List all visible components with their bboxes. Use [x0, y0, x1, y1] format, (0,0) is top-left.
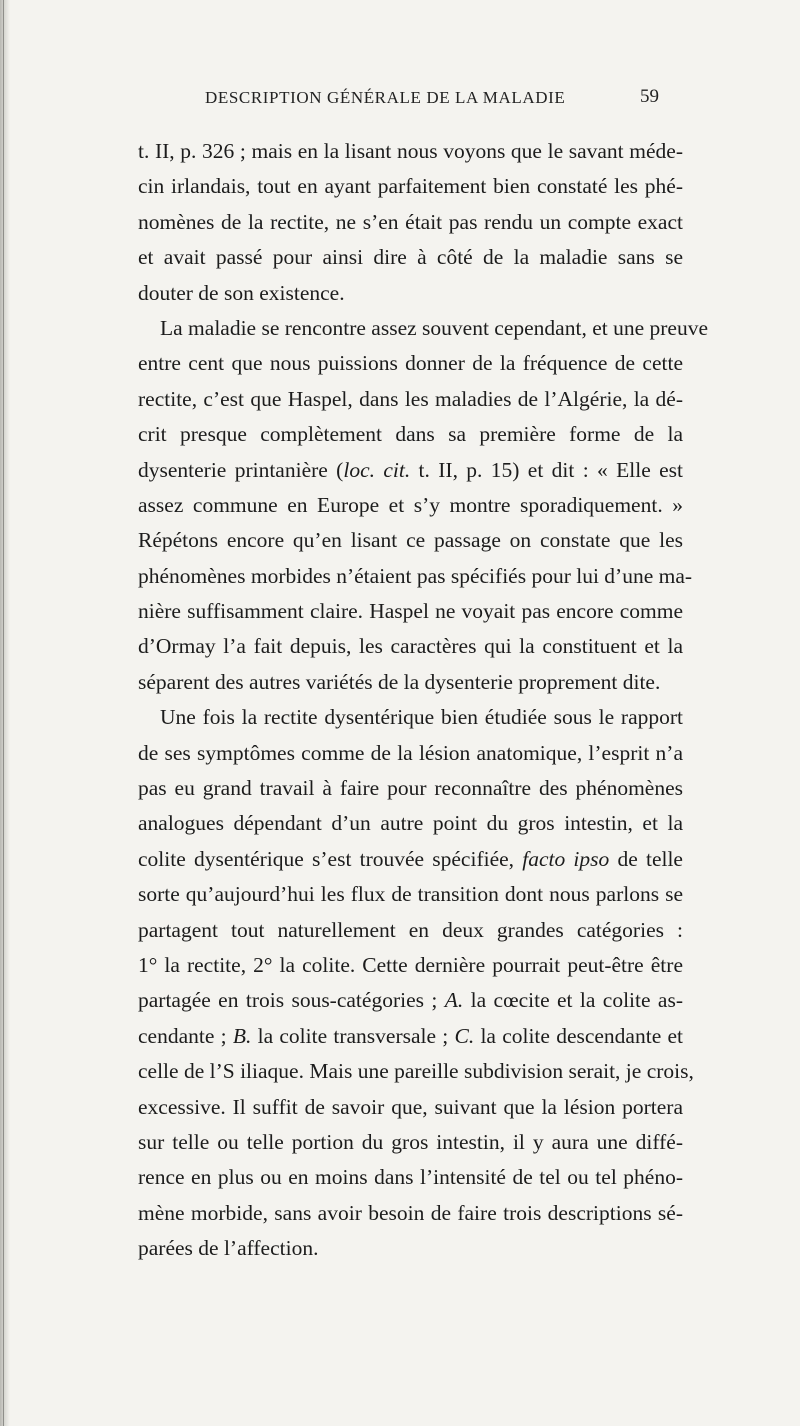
text-line: de ses symptômes comme de la lésion anatomique, l’esprit n’a — [138, 740, 683, 765]
text-line: sur telle ou telle portion du gros intestin, il y aura une diffé- — [138, 1129, 683, 1154]
text-line: analogues dépendant d’un autre point du gros intestin, et la — [138, 811, 683, 836]
page-header — [0, 88, 800, 118]
enumeration-letter: C. — [454, 1023, 475, 1048]
text-line: nomènes de la rectite, ne s’en était pas rendu un compte exact — [138, 209, 683, 234]
text-segment: colite dysentérique s’est trouvée spécifiée, — [138, 846, 523, 871]
text-line: et avait passé pour ainsi dire à côté de la maladie sans se — [138, 245, 683, 270]
page-binding-edge — [0, 0, 10, 1426]
text-line: Répétons encore qu’en lisant ce passage on constate que les — [138, 528, 683, 553]
text-line: La maladie se rencontre assez souvent cependant, et une preuve — [160, 315, 708, 340]
text-line: celle de l’S iliaque. Mais une pareille subdivision serait, je crois, — [138, 1059, 694, 1084]
text-segment: la colite transversale ; — [251, 1023, 455, 1048]
text-segment: de telle — [609, 846, 683, 871]
page-binding-line — [3, 0, 4, 1426]
text-segment: dysenterie printanière ( — [138, 457, 344, 482]
text-line — [138, 983, 683, 1018]
citation-italic: loc. cit. — [343, 457, 411, 482]
text-line: crit presque complètement dans sa première forme de la — [138, 422, 683, 447]
text-line: pas eu grand travail à faire pour reconnaître des phénomènes — [138, 776, 683, 801]
enumeration-letter: B. — [232, 1023, 252, 1048]
enumeration-letter: A. — [444, 988, 464, 1013]
text-line: sorte qu’aujourd’hui les flux de transition dont nous parlons se — [138, 882, 683, 907]
text-line: séparent des autres variétés de la dysenterie proprement dite. — [138, 669, 661, 694]
text-segment: cendante ; — [138, 1023, 233, 1048]
text-line: parées de l’affection. — [138, 1236, 319, 1261]
body-text — [138, 134, 708, 1267]
text-line: entre cent que nous puissions donner de la fréquence de cette — [138, 351, 683, 376]
text-line — [138, 1019, 683, 1054]
text-line — [138, 453, 683, 488]
text-line — [138, 842, 683, 877]
text-line: nière suffisamment claire. Haspel ne voyait pas encore comme — [138, 599, 683, 624]
text-line: douter de son existence. — [138, 280, 345, 305]
text-segment: partagée en trois sous-catégories ; — [138, 988, 445, 1013]
text-line: mène morbide, sans avoir besoin de faire trois descriptions sé- — [138, 1200, 683, 1225]
running-title: DESCRIPTION GÉNÉRALE DE LA MALADIE — [205, 88, 566, 107]
page-number: 59 — [640, 86, 659, 107]
text-segment: la colite descendante et — [474, 1023, 683, 1048]
text-line: partagent tout naturellement en deux grandes catégories : — [138, 917, 683, 942]
text-line: d’Ormay l’a fait depuis, les caractères qui la constituent et la — [138, 634, 683, 659]
text-segment: t. II, p. 15) et dit : « Elle est — [410, 457, 683, 482]
text-segment: la cœcite et la colite as- — [463, 988, 683, 1013]
text-line: rence en plus ou en moins dans l’intensité de tel ou tel phéno- — [138, 1165, 683, 1190]
latin-phrase-italic: facto ipso — [522, 846, 610, 871]
text-line: phénomènes morbides n’étaient pas spécifiés pour lui d’une ma- — [138, 563, 693, 588]
text-line: rectite, c’est que Haspel, dans les maladies de l’Algérie, la dé- — [138, 386, 683, 411]
text-line: Une fois la rectite dysentérique bien étudiée sous le rapport — [160, 705, 683, 730]
text-line: cin irlandais, tout en ayant parfaitement bien constaté les phé- — [138, 174, 683, 199]
text-line: 1° la rectite, 2° la colite. Cette dernière pourrait peut-être être — [138, 952, 683, 977]
text-line: excessive. Il suffit de savoir que, suivant que la lésion portera — [138, 1094, 683, 1119]
text-line: assez commune en Europe et s’y montre sporadiquement. » — [138, 492, 683, 517]
text-line: t. II, p. 326 ; mais en la lisant nous voyons que le savant méde- — [138, 139, 683, 163]
